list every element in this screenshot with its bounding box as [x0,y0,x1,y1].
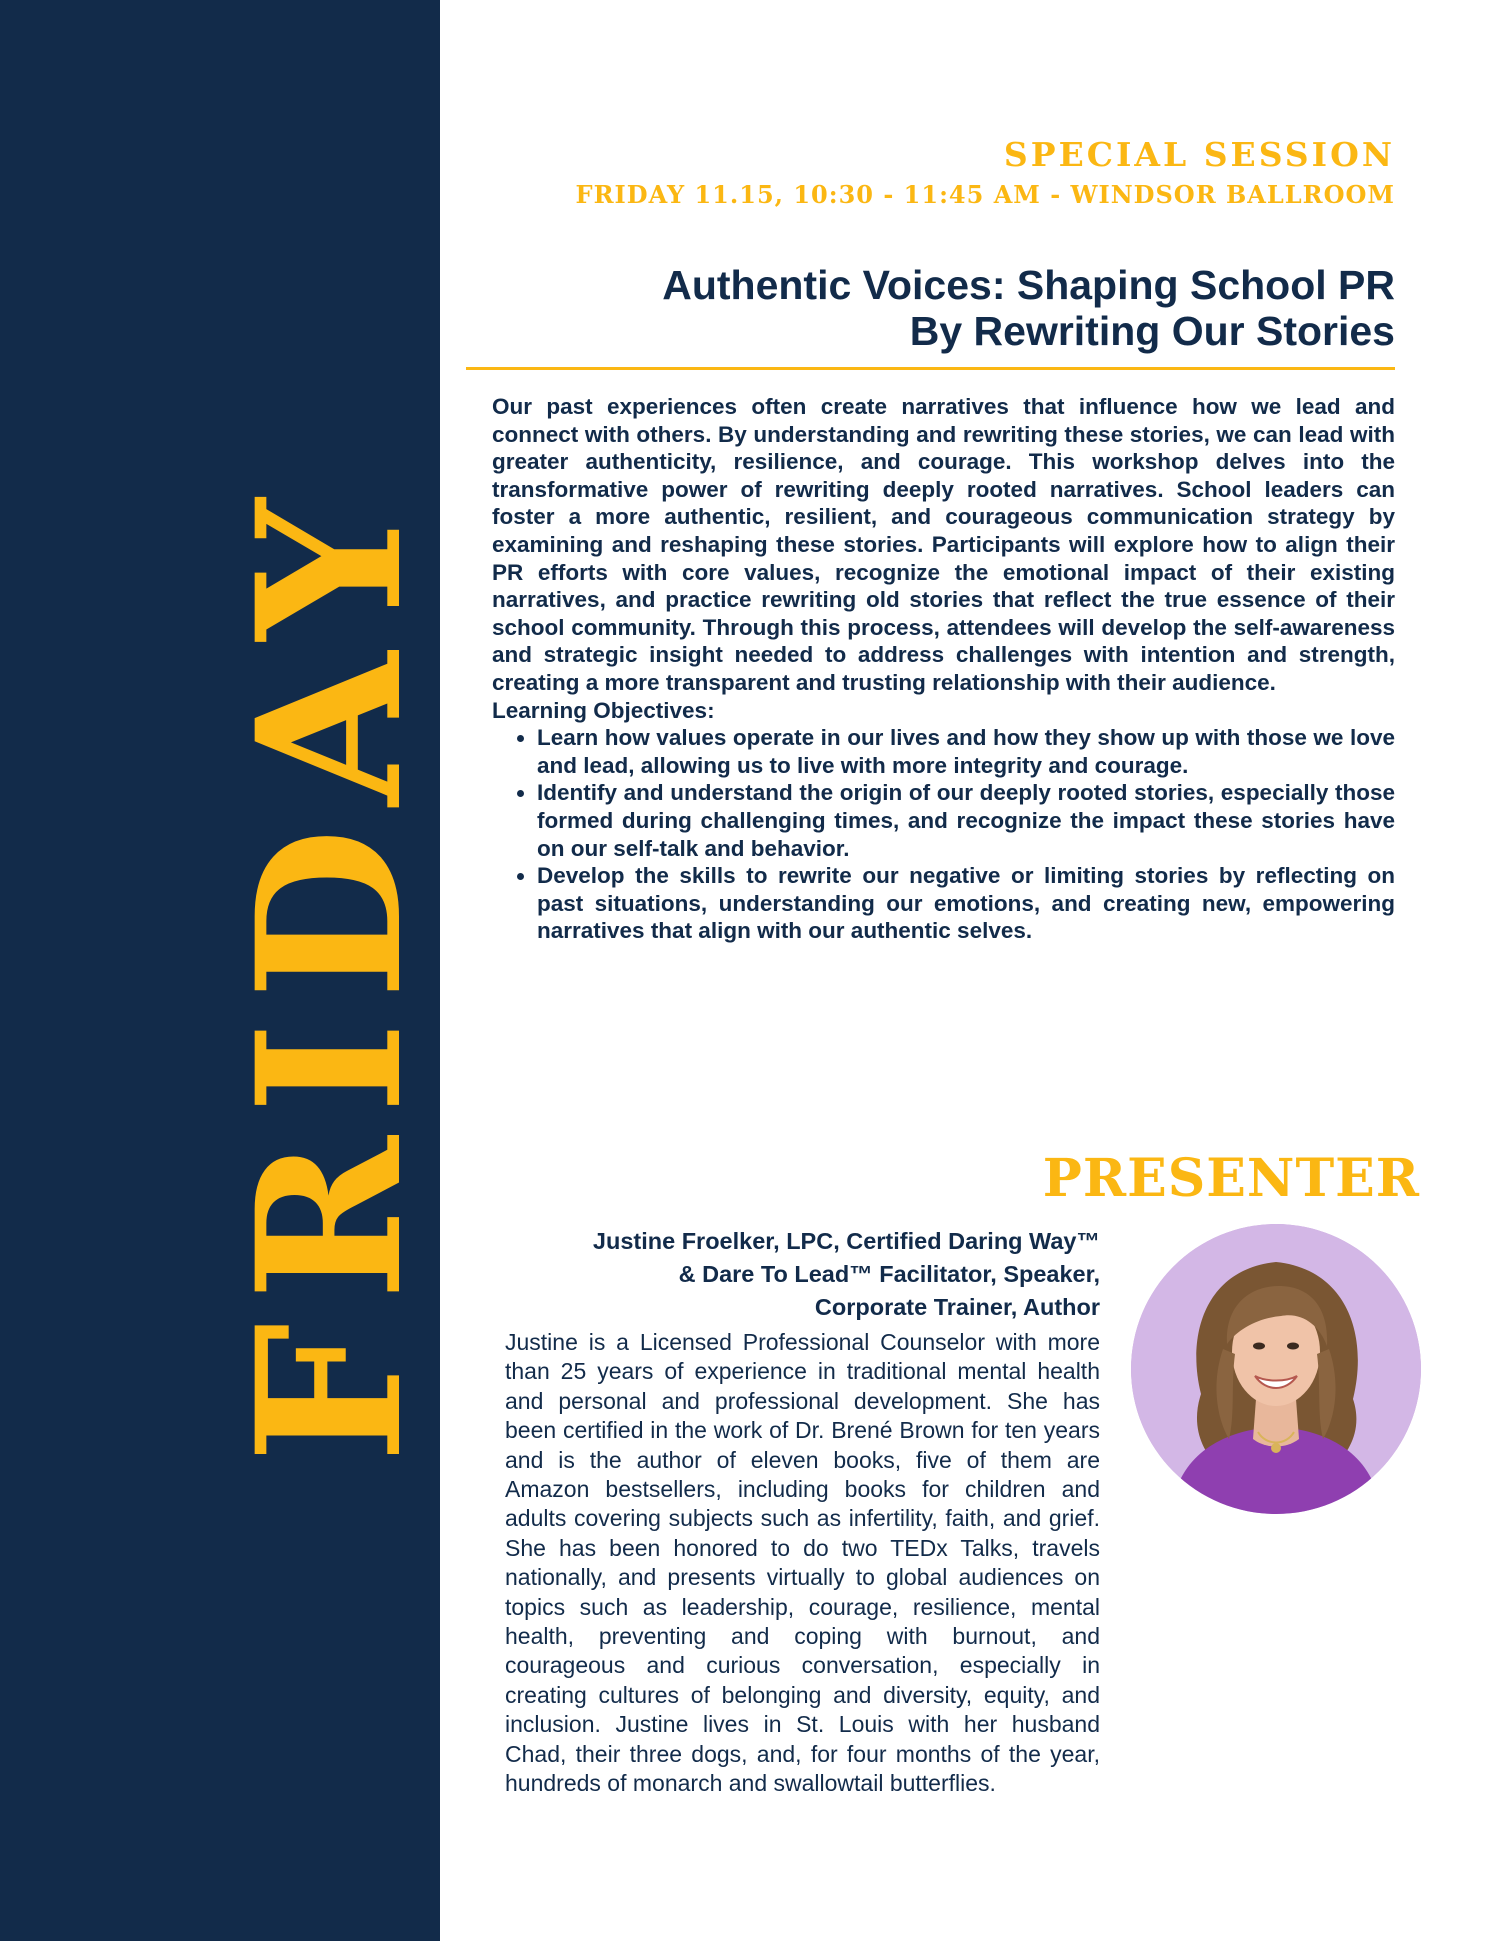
title-divider [466,367,1395,370]
objective-item: • Learn how values operate in our lives and how they show up with those we love and lead, allowing us to live with more integrity and courage. [537,724,1395,779]
presenter-headshot [1131,1224,1421,1514]
session-description-block [492,393,1395,945]
session-title-line: By Rewriting Our Stories [909,308,1395,354]
objectives-list [492,724,1395,945]
session-title [515,262,1395,354]
presenter-name-line: Justine Froelker, LPC, Certified Daring Way™ [592,1228,1100,1254]
presenter-name-line: & Dare To Lead™ Facilitator, Speaker, [678,1261,1100,1287]
sidebar-panel [0,0,446,1941]
presenter-heading: PRESENTER [1042,1148,1420,1209]
session-schedule: FRIDAY 11.15, 10:30 - 11:45 AM - WINDSOR BALLROOM [575,180,1395,209]
neck [1253,1399,1299,1447]
session-title-line: Authentic Voices: Shaping School PR [662,262,1395,308]
objectives-heading: Learning Objectives: [492,697,715,723]
presenter-name-line: Corporate Trainer, Author [814,1294,1100,1320]
objective-item: • Develop the skills to rewrite our negative or limiting stories by reflecting on past situations, understanding our emotions, and creating new, empowering narratives that align with our authentic selves. [537,862,1395,945]
session-label: SPECIAL SESSION [1003,135,1395,174]
presenter-name [505,1225,1100,1324]
day-vertical-title: FRIDAY [213,476,446,1464]
objective-item: • Identify and understand the origin of our deeply rooted stories, especially those formed during challenging times, and recognize the impact these stories have on our self-talk and behavior. [537,779,1395,862]
session-description: Our past experiences often create narratives that influence how we lead and connect with others. By understanding and rewriting these stories, we can lead with greater authenticity, resilience, and courage. This workshop delves into the transformative power of rewriting deeply rooted narratives. School leaders can foster a more authentic, resilient, and courageous communication strategy by examining and reshaping these stories. Participants will explore how to align their PR efforts with core values, recognize the emotional impact of their existing narratives, and practice rewriting old stories that reflect the true essence of their school community. Through this process, attendees will develop the self-awareness and strategic insight needed to address challenges with intention and strength, creating a more transparent and trusting relationship with their audience. [492,394,1395,695]
presenter-bio: Justine is a Licensed Professional Counselor with more than 25 years of experience in traditional mental health and personal and professional development. She has been certified in the work of Dr. Brené Brown for ten years and is the author of eleven books, five of them are Amazon bestsellers, including books for children and adults covering subjects such as infertility, faith, and grief. She has been honored to do two TEDx Talks, travels nationally, and presents virtually to global audiences on topics such as leadership, courage, resilience, mental health, preventing and coping with burnout, and courageous and curious conversation, especially in creating cultures of belonging and diversity, equity, and inclusion. Justine lives in St. Louis with her husband Chad, their three dogs, and, for four months of the year, hundreds of monarch and swallowtail butterflies. [505,1329,1100,1797]
